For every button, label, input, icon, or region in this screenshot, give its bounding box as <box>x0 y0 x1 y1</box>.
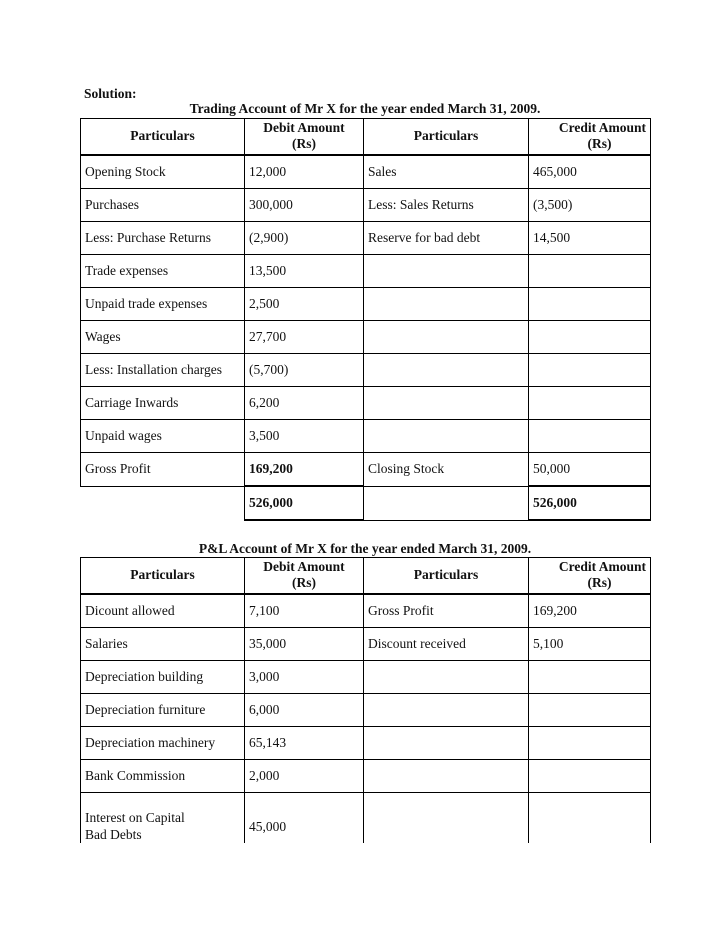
blank-cell <box>364 486 529 520</box>
table-header-row <box>81 558 651 595</box>
debit-amount: (5,700) <box>245 354 364 387</box>
credit-amount <box>529 288 651 321</box>
debit-particular: Trade expenses <box>81 255 245 288</box>
debit-particular: Unpaid wages <box>81 420 245 453</box>
table-row <box>81 727 651 760</box>
credit-particular: Less: Sales Returns <box>364 189 529 222</box>
table-row <box>81 255 651 288</box>
credit-particular: Sales <box>364 155 529 189</box>
credit-particular <box>364 387 529 420</box>
debit-particular: Dicount allowed <box>81 594 245 628</box>
pl-account-table <box>80 557 651 843</box>
solution-label: Solution: <box>84 86 137 101</box>
credit-particular: Reserve for bad debt <box>364 222 529 255</box>
table-row <box>81 387 651 420</box>
header-particulars-debit: Particulars <box>81 119 245 156</box>
debit-particular: Carriage Inwards <box>81 387 245 420</box>
debit-amount: 2,000 <box>245 760 364 793</box>
credit-particular: Gross Profit <box>364 594 529 628</box>
credit-amount <box>529 387 651 420</box>
debit-particular: Depreciation building <box>81 661 245 694</box>
table-row <box>81 694 651 727</box>
debit-amount: 6,000 <box>245 694 364 727</box>
header-credit-line1: Credit Amount <box>558 120 646 135</box>
debit-particular: Less: Purchase Returns <box>81 222 245 255</box>
debit-amount: (2,900) <box>245 222 364 255</box>
credit-particular: Closing Stock <box>364 453 529 487</box>
credit-particular <box>364 760 529 793</box>
debit-amount: 3,500 <box>245 420 364 453</box>
debit-particular: Unpaid trade expenses <box>81 288 245 321</box>
header-particulars-debit: Particulars <box>81 558 245 595</box>
credit-amount <box>529 661 651 694</box>
debit-amount: 12,000 <box>245 155 364 189</box>
credit-amount <box>529 354 651 387</box>
credit-particular <box>364 255 529 288</box>
credit-amount: 50,000 <box>529 453 651 487</box>
header-debit-amount <box>245 558 364 595</box>
table-row <box>81 189 651 222</box>
header-credit-line1: Credit Amount <box>558 559 646 574</box>
credit-amount: 5,100 <box>529 628 651 661</box>
table-row <box>81 288 651 321</box>
credit-amount: 465,000 <box>529 155 651 189</box>
credit-amount <box>529 760 651 793</box>
credit-particular: Discount received <box>364 628 529 661</box>
header-particulars-credit: Particulars <box>364 558 529 595</box>
header-credit-amount <box>529 119 651 156</box>
table-row <box>81 453 651 487</box>
credit-particular <box>364 288 529 321</box>
pl-account-title: P&L Account of Mr X for the year ended March 31, 2009. <box>198 541 532 556</box>
header-debit-amount <box>245 119 364 156</box>
header-particulars-credit: Particulars <box>364 119 529 156</box>
table-row <box>81 222 651 255</box>
total-debit-amount: 526,000 <box>245 486 364 520</box>
debit-amount: 45,000 <box>245 793 364 844</box>
debit-amount: 6,200 <box>245 387 364 420</box>
credit-amount <box>529 420 651 453</box>
credit-amount <box>529 727 651 760</box>
debit-particular-line1: Interest on Capital <box>85 810 185 825</box>
header-debit-line1: Debit Amount <box>263 559 345 574</box>
debit-particular: Less: Installation charges <box>81 354 245 387</box>
credit-particular <box>364 354 529 387</box>
table-row <box>81 420 651 453</box>
debit-particular: Purchases <box>81 189 245 222</box>
table-row <box>81 155 651 189</box>
debit-particular: Gross Profit <box>81 453 245 487</box>
credit-particular <box>364 727 529 760</box>
debit-particular <box>81 793 245 844</box>
debit-amount: 13,500 <box>245 255 364 288</box>
header-debit-line2: (Rs) <box>292 575 316 590</box>
credit-amount <box>529 321 651 354</box>
debit-amount: 7,100 <box>245 594 364 628</box>
credit-particular <box>364 694 529 727</box>
header-debit-line1: Debit Amount <box>263 120 345 135</box>
debit-particular: Depreciation furniture <box>81 694 245 727</box>
debit-amount: 27,700 <box>245 321 364 354</box>
total-credit-amount: 526,000 <box>529 486 651 520</box>
header-credit-line2: (Rs) <box>587 136 612 151</box>
credit-particular <box>364 661 529 694</box>
debit-particular-line2: Bad Debts <box>85 827 142 842</box>
header-credit-line2: (Rs) <box>587 575 612 590</box>
debit-amount: 2,500 <box>245 288 364 321</box>
header-debit-line2: (Rs) <box>292 136 316 151</box>
blank-cell <box>81 486 245 520</box>
blank-cell <box>529 793 651 844</box>
credit-particular <box>364 321 529 354</box>
blank-cell <box>364 793 529 844</box>
debit-amount: 65,143 <box>245 727 364 760</box>
table-row <box>81 354 651 387</box>
table-header-row <box>81 119 651 156</box>
debit-particular: Opening Stock <box>81 155 245 189</box>
total-row <box>81 486 651 520</box>
table-row <box>81 760 651 793</box>
table-row <box>81 628 651 661</box>
credit-amount: 169,200 <box>529 594 651 628</box>
credit-amount <box>529 694 651 727</box>
debit-particular: Salaries <box>81 628 245 661</box>
debit-particular: Wages <box>81 321 245 354</box>
debit-amount: 3,000 <box>245 661 364 694</box>
table-row <box>81 661 651 694</box>
table-row <box>81 594 651 628</box>
debit-amount: 169,200 <box>245 453 364 487</box>
credit-amount: (3,500) <box>529 189 651 222</box>
credit-amount <box>529 255 651 288</box>
header-credit-amount <box>529 558 651 595</box>
trading-account-table <box>80 118 651 521</box>
debit-particular: Bank Commission <box>81 760 245 793</box>
debit-particular: Depreciation machinery <box>81 727 245 760</box>
trading-account-title: Trading Account of Mr X for the year ended March 31, 2009. <box>189 101 541 116</box>
debit-amount: 300,000 <box>245 189 364 222</box>
table-row <box>81 793 651 844</box>
table-row <box>81 321 651 354</box>
debit-amount: 35,000 <box>245 628 364 661</box>
credit-amount: 14,500 <box>529 222 651 255</box>
credit-particular <box>364 420 529 453</box>
